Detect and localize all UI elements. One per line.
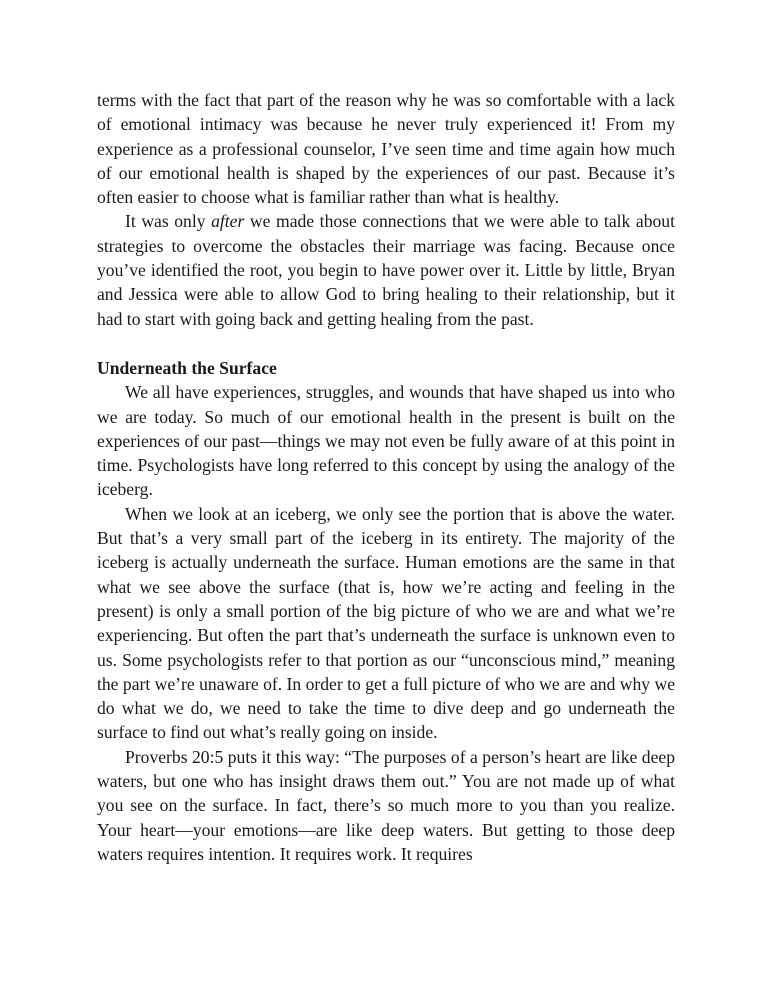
paragraph-connections [97, 209, 675, 330]
paragraph-lead-text: It was only [125, 211, 212, 232]
paragraph-iceberg: When we look at an iceberg, we only see the portion that is above the water. But that’s a very small part of the iceberg in its entirety. The majority of the iceberg is actually underneath the surface. Human emotions are the same in that what we see above the surface (that is, how we’re acting and feeling in the present) is only a small portion of the big picture of who we are and what we’re experiencing. But often the part that’s underneath the surface is unknown even to us. Some psychologists refer to that portion as our “unconscious mind,” meaning the part we’re unaware of. In order to get a full picture of who we are and why we do what we do, we need to take the time to dive deep and go underneath the surface to find out what’s really going on inside. [97, 503, 675, 743]
paragraph-continued: terms with the fact that part of the reason why he was so comfortable with a lack of emotional intimacy was because he never truly experienced it! From my experience as a professional counselor, I’ve seen time and time again how much of our emotional health is shaped by the experiences of our past. Because it’s often easier to choose what is familiar rather than what is healthy. [97, 90, 675, 208]
paragraph-experiences: We all have experiences, struggles, and wounds that have shaped us into who we are today. So much of our emotional health in the present is built on the experiences of our past—things we may not even be fully aware of at this point in time. Psychologists have long referred to this concept by using the analogy of the iceberg. [97, 382, 675, 500]
paragraph-proverbs: Proverbs 20:5 puts it this way: “The purposes of a person’s heart are like deep waters, but one who has insight draws them out.” You are not made up of what you see on the surface. In fact, there’s so much more to you than you realize. Your heart—your emotions—are like deep waters. But getting to those deep waters requires intention. It requires work. It requires [97, 746, 675, 864]
paragraph-rest-text: we made those connections that we were able to talk about strategies to overcome the obstacles their marriage was facing. Because once you’ve identified the root, you begin to have power over it. Little by little, Bryan and Jessica were able to allow God to bring healing to their relationship, but it had to start with going back and getting healing from the past. [97, 211, 675, 329]
document-page [97, 88, 675, 866]
section-heading: Underneath the Surface [97, 357, 277, 378]
emphasized-word: after [211, 211, 245, 232]
